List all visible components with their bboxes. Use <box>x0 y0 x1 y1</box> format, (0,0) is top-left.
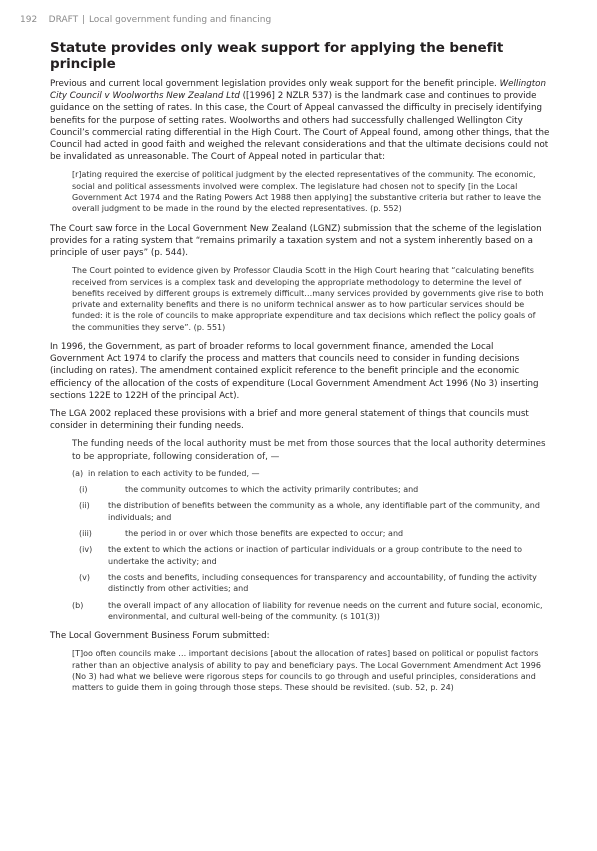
statute-item-text: the period in or over which those benefits are expected to occur; and <box>125 529 404 539</box>
running-header <box>20 15 271 25</box>
statute-item-label: (v) <box>79 572 90 582</box>
statute-item-ii <box>72 500 550 523</box>
paragraph-business-forum: The Local Government Business Forum submitted: <box>50 631 270 642</box>
statute-item-v <box>72 572 550 595</box>
statute-item-text: the community outcomes to which the activity primarily contributes; and <box>125 485 419 495</box>
statute-item-label: (iv) <box>79 545 93 555</box>
quote-court-of-appeal: [r]ating required the exercise of political judgment by the elected representatives of the community. The economic, social and political assessments involved were complex. The legislature had chosen not to specify [in the Local Government Act 1974 and the Rating Powers Act 1988 then applying] the substantive criteria but rather to leave the overall judgment to be made in the round by the elected representatives. (p. 552) <box>72 170 542 214</box>
page-number: 192 <box>20 15 38 25</box>
page-body <box>50 40 550 701</box>
paragraph-case-intro-rest: ([1996] 2 NZLR 537) is the landmark case and continues to provide guidance on the setting of rates. In this case, the Court of Appeal canvassed the difficulty in precisely identifying benefits for the purpose of setting rates. Woolworths and others had successfully challenged Wellington City Council’s commercial rating differential in the High Court. The Court of Appeal found, among other things, that the Council had acted in good faith and weighed the relevant considerations and that the ultimate decisions could not be invalidated as unreasonable. The Court of Appeal noted in particular that: <box>50 91 550 163</box>
document-title: Local government funding and financing <box>88 15 272 25</box>
statute-item-label: (iii) <box>79 529 92 539</box>
statute-item-text: the distribution of benefits between the community as a whole, any identifiable part of the community, and individuals; and <box>108 501 540 522</box>
header-separator: | <box>82 15 86 25</box>
section-heading: Statute provides only weak support for applying the benefit principle <box>50 40 504 72</box>
statute-item-text: the extent to which the actions or inaction of particular individuals or a group contribute to the need to undertake the activity; and <box>108 545 522 566</box>
statute-item-label: (a) <box>72 468 84 478</box>
quote-claudia-scott: The Court pointed to evidence given by Professor Claudia Scott in the High Court hearing that “calculating benefits received from services is a complex task and developing the appropriate methodology to determine the level of benefits received by different groups is extremely difficult…many services provided by governments give rise to both private and externality benefits and there is no uniform technical answer as to how particular services should be funded: it is the role of councils to make appropriate expenditure and tax decisions which reflect the policy goals of the communities they serve”. (p. 551) <box>72 266 544 332</box>
quote-business-forum: [T]oo often councils make … important decisions [about the allocation of rates] based on political or populist factors rather than an objective analysis of ability to pay and beneficiary pays. The Local Government Amendment Act 1996 (No 3) had what we believe were rigorous steps for councils to go through and useful principles, considerations and matters to guide them in going through those steps. These should be revisited. (sub. 52, p. 24) <box>72 649 541 693</box>
draft-label: DRAFT <box>48 15 79 25</box>
statute-item-text: the costs and benefits, including consequences for transparency and accountability, of funding the activity distinctly from other activities; and <box>108 572 537 594</box>
statute-item-label: (ii) <box>79 501 90 511</box>
case-name: Wellington City Council v Woolworths New Zealand Ltd <box>50 79 546 102</box>
statute-item-label: (i) <box>79 485 88 495</box>
statute-item-b <box>72 600 550 623</box>
paragraph-case-intro <box>50 78 550 163</box>
paragraph-lgnz-submission: The Court saw force in the Local Government New Zealand (LGNZ) submission that the scheme of the legislation provides for a rating system that “remains primarily a taxation system and not a system inherently based on a principle of user pays” (p. 544). <box>50 223 542 259</box>
statute-extract <box>72 438 550 622</box>
statute-item-text: the overall impact of any allocation of liability for revenue needs on the current and future social, economic, environmental, and cultural well-being of the community. (s 101(3)) <box>108 600 543 621</box>
statute-item-iii <box>72 528 550 539</box>
statute-item-label: (b) <box>72 600 84 610</box>
paragraph-1996-amendment: In 1996, the Government, as part of broader reforms to local government finance, amended the Local Government Act 1974 to clarify the process and matters that councils need to consider in funding decisions (including on rates). The amendment contained explicit reference to the benefit principle and the economic efficiency of the allocation of the costs of expenditure (Local Government Amendment Act 1996 (No 3) inserting sections 122E to 122H of the principal Act). <box>50 342 539 401</box>
statute-item-a <box>72 468 550 479</box>
statute-item-text: in relation to each activity to be funded, — <box>88 468 260 478</box>
statute-item-iv <box>72 544 550 567</box>
statute-item-i <box>72 484 550 495</box>
paragraph-case-intro-start: Previous and current local government legislation provides only weak support for the benefit principle. <box>50 79 500 89</box>
paragraph-lga-2002: The LGA 2002 replaced these provisions with a brief and more general statement of things that councils must consider in determining their funding needs. <box>50 409 529 432</box>
statute-lead: The funding needs of the local authority must be met from those sources that the local authority determines to be appropriate, following consideration of, — <box>72 439 546 462</box>
